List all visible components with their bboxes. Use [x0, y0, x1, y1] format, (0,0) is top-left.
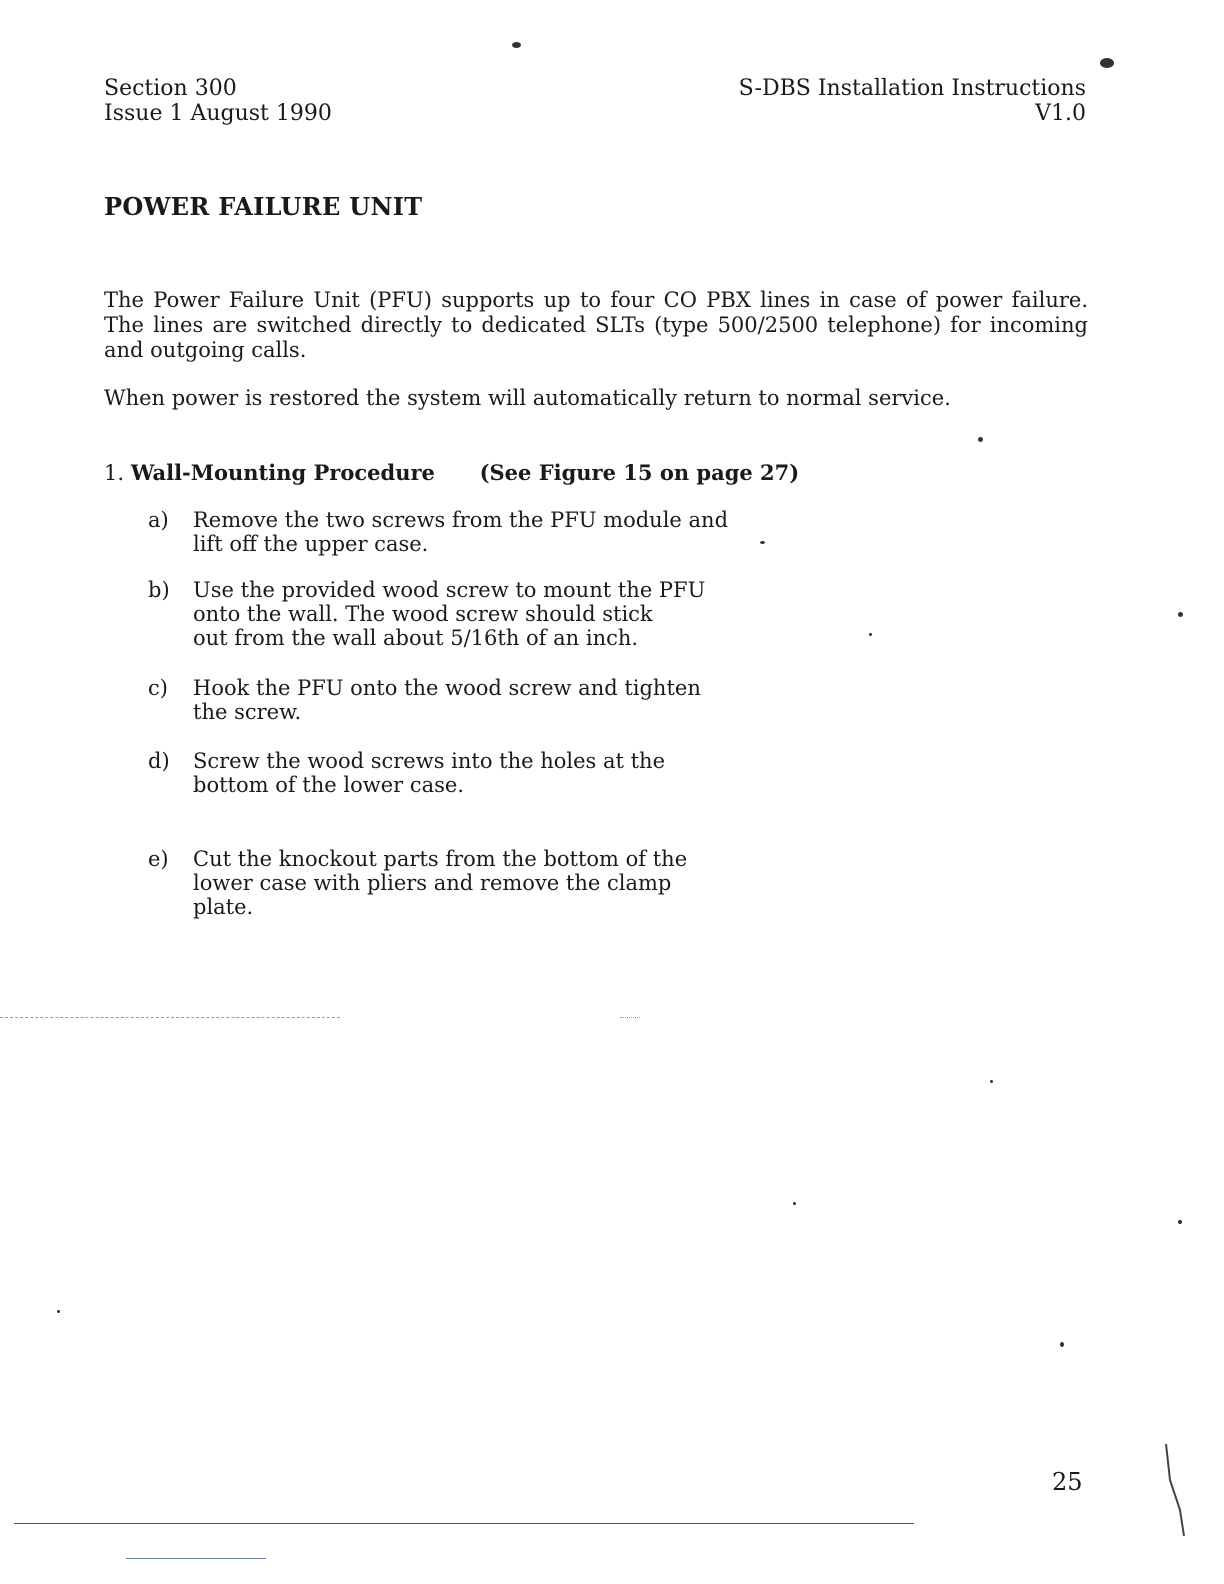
scan-speck — [793, 1202, 796, 1205]
step-text: Screw the wood screws into the holes at the bottom of the lower case. — [193, 749, 665, 797]
scan-speck — [760, 541, 765, 544]
scan-speck — [57, 1310, 60, 1313]
scan-line — [126, 1558, 266, 1559]
page-number: 25 — [1052, 1468, 1083, 1496]
procedure-reference: (See Figure 15 on page 27) — [479, 460, 800, 485]
document-title: S-DBS Installation Instructions — [738, 76, 1086, 101]
step-label: c) — [148, 676, 168, 700]
step-label: d) — [148, 749, 170, 773]
scan-edge-mark — [1160, 1440, 1190, 1540]
step-text: Hook the PFU onto the wood screw and tighten the screw. — [193, 676, 701, 724]
intro-paragraph: The Power Failure Unit (PFU) supports up to four CO PBX lines in case of power failure. The lines are switched directly to dedicated SLTs (type 500/2500 telephone) for incoming and outgoing calls. — [104, 288, 1088, 362]
scan-line — [0, 1017, 340, 1019]
procedure-name: Wall-Mounting Procedure — [130, 460, 435, 485]
version-label: V1.0 — [1035, 101, 1086, 126]
scan-speck — [869, 633, 872, 636]
issue-label: Issue 1 August 1990 — [104, 101, 332, 126]
step-text: Use the provided wood screw to mount the PFU onto the wall. The wood screw should stick out from the wall about 5/16th of an inch. — [193, 578, 706, 650]
page-title: POWER FAILURE UNIT — [104, 192, 423, 221]
scan-line — [14, 1523, 914, 1524]
scan-speck — [1178, 1220, 1182, 1224]
step-label: b) — [148, 578, 170, 602]
scan-speck — [978, 437, 983, 442]
step-label: a) — [148, 508, 169, 532]
scan-line — [620, 1017, 640, 1019]
scan-speck — [1178, 612, 1183, 617]
scan-speck — [1100, 58, 1114, 68]
scan-speck — [990, 1080, 993, 1083]
procedure-number: 1. — [104, 461, 125, 485]
step-label: e) — [148, 847, 169, 871]
restore-paragraph: When power is restored the system will automatically return to normal service. — [104, 386, 951, 410]
step-text: Remove the two screws from the PFU module and lift off the upper case. — [193, 508, 729, 556]
header-right — [739, 76, 1086, 126]
header-left — [104, 76, 332, 126]
scan-speck — [1060, 1342, 1064, 1347]
step-text: Cut the knockout parts from the bottom of the lower case with pliers and remove the clamp plate. — [193, 847, 688, 919]
section-label: Section 300 — [104, 76, 237, 101]
scan-speck — [512, 42, 521, 48]
procedure-heading — [104, 460, 799, 486]
